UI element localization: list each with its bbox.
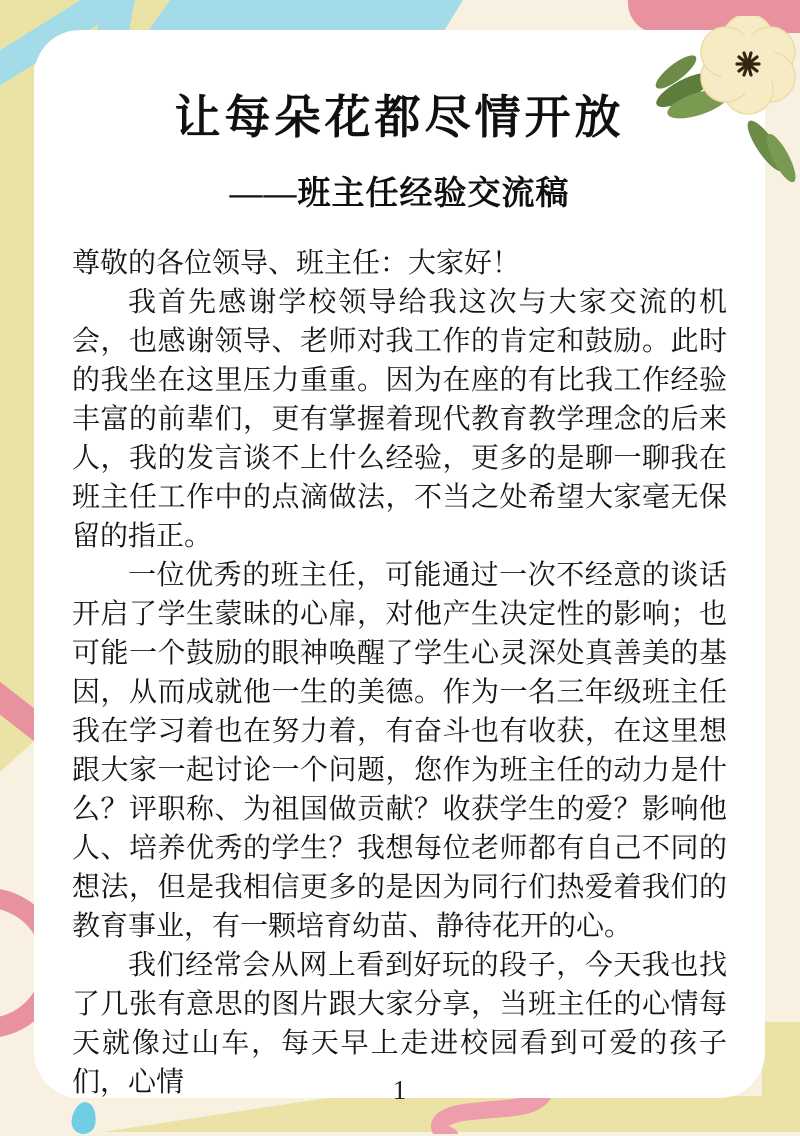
document-body — [72, 244, 727, 1102]
paragraph: 一位优秀的班主任，可能通过一次不经意的谈话开启了学生蒙昧的心扉，对他产生决定性的影响；也可能一个鼓励的眼神唤醒了学生心灵深处真善美的基因，从而成就他一生的美德。作为一名三年级班主任我在学习着也在努力着，有奋斗也有收获，在这里想跟大家一起讨论一个问题，您作为班主任的动力是什么？评职称、为祖国做贡献？收获学生的爱？影响他人、培养优秀的学生？我想每位老师都有自己不同的想法，但是我相信更多的是因为同行们热爱着我们的教育事业，有一颗培育幼苗、静待花开的心。 — [72, 560, 727, 942]
page-subtitle: ——班主任经验交流稿 — [229, 176, 570, 212]
blue-band-top — [148, 0, 463, 31]
paragraph-greeting: 尊敬的各位领导、班主任：大家好！ — [72, 248, 521, 279]
yellow-band-left — [0, 0, 34, 772]
page-title: 让每朵花都尽情开放 — [174, 92, 625, 143]
flower-icon — [652, 16, 800, 184]
yellow-strip-right — [762, 1022, 800, 1102]
paragraph: 我们经常会从网上看到好玩的段子，今天我也找了几张有意思的图片跟大家分享，当班主任的心情每天就像过山车，每天早上走进校园看到可爱的孩子们，心情 — [72, 950, 727, 1098]
paragraph: 我首先感谢学校领导给我这次与大家交流的机会，也感谢领导、老师对我工作的肯定和鼓励。此时的我坐在这里压力重重。因为在座的有比我工作经验丰富的前辈们，更有掌握着现代教育教学理念的后来人，我的发言谈不上什么经验，更多的是聊一聊我在班主任工作中的点滴做法，不当之处希望大家毫无保留的指正。 — [72, 287, 727, 552]
document-page-card — [34, 30, 765, 1105]
page-number: 1 — [392, 1075, 407, 1105]
